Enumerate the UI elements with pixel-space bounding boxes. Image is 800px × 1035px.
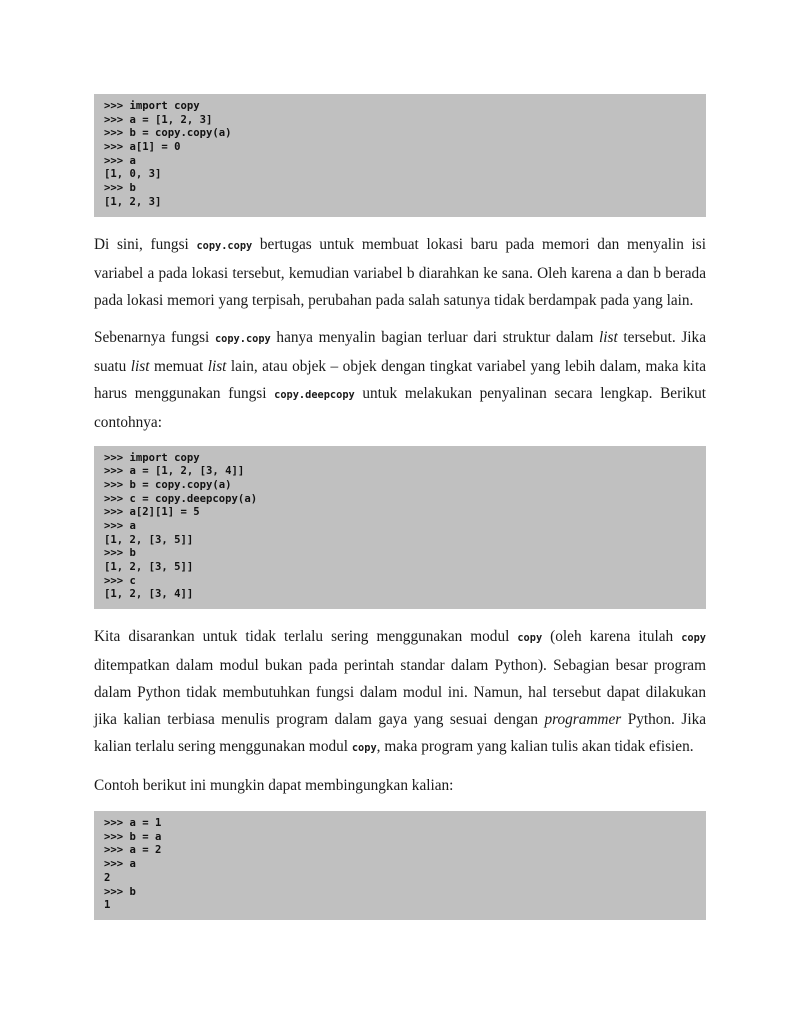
- code-line: >>> a = 2: [104, 844, 162, 857]
- paragraph-copy-advice: [94, 623, 706, 762]
- code-line: >>> a[2][1] = 5: [104, 506, 200, 519]
- inline-code: copy.deepcopy: [274, 388, 355, 401]
- inline-code: copy: [517, 632, 543, 645]
- text-segment: hanya menyalin bagian terluar dari struktur dalam: [270, 328, 600, 346]
- code-line: >>> a[1] = 0: [104, 141, 181, 154]
- italic-term: list: [207, 357, 227, 375]
- text-segment: untuk melakukan penyalinan secara lengkap. Berikut contohnya:: [94, 384, 706, 431]
- inline-code: copy: [351, 742, 377, 755]
- document-page: [94, 94, 706, 920]
- code-line: >>> a: [104, 858, 136, 871]
- text-segment: memuat: [149, 357, 208, 375]
- paragraph-deepcopy-intro: [94, 324, 706, 436]
- code-line: >>> a: [104, 154, 136, 167]
- text-segment: Python. Jika kalian terlalu sering menggunakan modul: [94, 711, 707, 756]
- code-line: [1, 2, [3, 5]]: [104, 533, 194, 546]
- code-line: >>> a = [1, 2, [3, 4]]: [104, 465, 245, 478]
- code-block-shallow-copy: [94, 94, 706, 217]
- text-segment: bertugas untuk membuat lokasi baru pada memori dan menyalin isi variabel a pada lokasi tersebut, kemudian variabel b diarahkan ke sana. Oleh karena a dan b berada pada lokasi memori yang terpisah, perubahan pada salah satunya tidak berdampak pada yang lain.: [94, 235, 707, 309]
- inline-code: copy.copy: [214, 332, 271, 345]
- italic-term: list: [599, 328, 618, 346]
- text-segment: , maka program yang kalian tulis akan tidak efisien.: [376, 738, 694, 756]
- code-line: >>> a: [104, 519, 136, 532]
- code-line: [1, 2, [3, 4]]: [104, 588, 194, 601]
- code-line: >>> a = [1, 2, 3]: [104, 113, 213, 126]
- text-segment: Contoh berikut ini mungkin dapat membingungkan kalian:: [94, 777, 454, 795]
- paragraph-copy-explanation: [94, 231, 706, 314]
- code-line: [1, 2, [3, 5]]: [104, 561, 194, 573]
- italic-term: programmer: [544, 711, 622, 729]
- code-line: >>> c = copy.deepcopy(a): [104, 492, 258, 505]
- italic-term: list: [130, 357, 150, 375]
- code-line: >>> b: [104, 182, 136, 195]
- text-segment: Sebenarnya fungsi: [94, 328, 215, 346]
- text-segment: Kita disarankan untuk tidak terlalu sering menggunakan modul: [94, 628, 518, 646]
- text-segment: Di sini, fungsi: [94, 235, 197, 253]
- code-line: >>> b: [104, 547, 136, 560]
- code-line: >>> b = a: [104, 830, 162, 843]
- code-line: >>> b = copy.copy(a): [104, 127, 232, 140]
- code-line: [1, 2, 3]: [104, 195, 162, 208]
- code-line: >>> c: [104, 574, 136, 587]
- code-line: >>> b = copy.copy(a): [104, 478, 232, 491]
- code-block-deepcopy: [94, 446, 706, 610]
- text-segment: lain, atau objek – objek dengan tingkat variabel yang lebih dalam, maka kita harus menggunakan fungsi: [94, 357, 706, 402]
- code-line: >>> import copy: [104, 100, 200, 112]
- text-segment: ditempatkan dalam modul bukan pada perintah standar dalam Python). Sebagian besar program dalam Python tidak membutuhkan fungsi dalam modul ini. Namun, hal tersebut dapat dilakukan jika kalian terbiasa menulis program dalam gaya yang sesuai dengan: [94, 657, 706, 729]
- code-block-assignment: [94, 811, 706, 920]
- code-line: >>> b: [104, 885, 136, 898]
- text-segment: tersebut. Jika suatu: [94, 328, 706, 375]
- code-line: >>> a = 1: [104, 817, 162, 830]
- inline-code: copy.copy: [196, 239, 253, 252]
- inline-code: copy: [681, 632, 706, 645]
- code-line: 2: [104, 871, 111, 884]
- paragraph-confusing-example: [94, 772, 706, 799]
- code-line: >>> import copy: [104, 451, 200, 464]
- code-line: 1: [104, 899, 111, 912]
- text-segment: (oleh karena itulah: [542, 628, 682, 646]
- code-line: [1, 0, 3]: [104, 168, 162, 181]
